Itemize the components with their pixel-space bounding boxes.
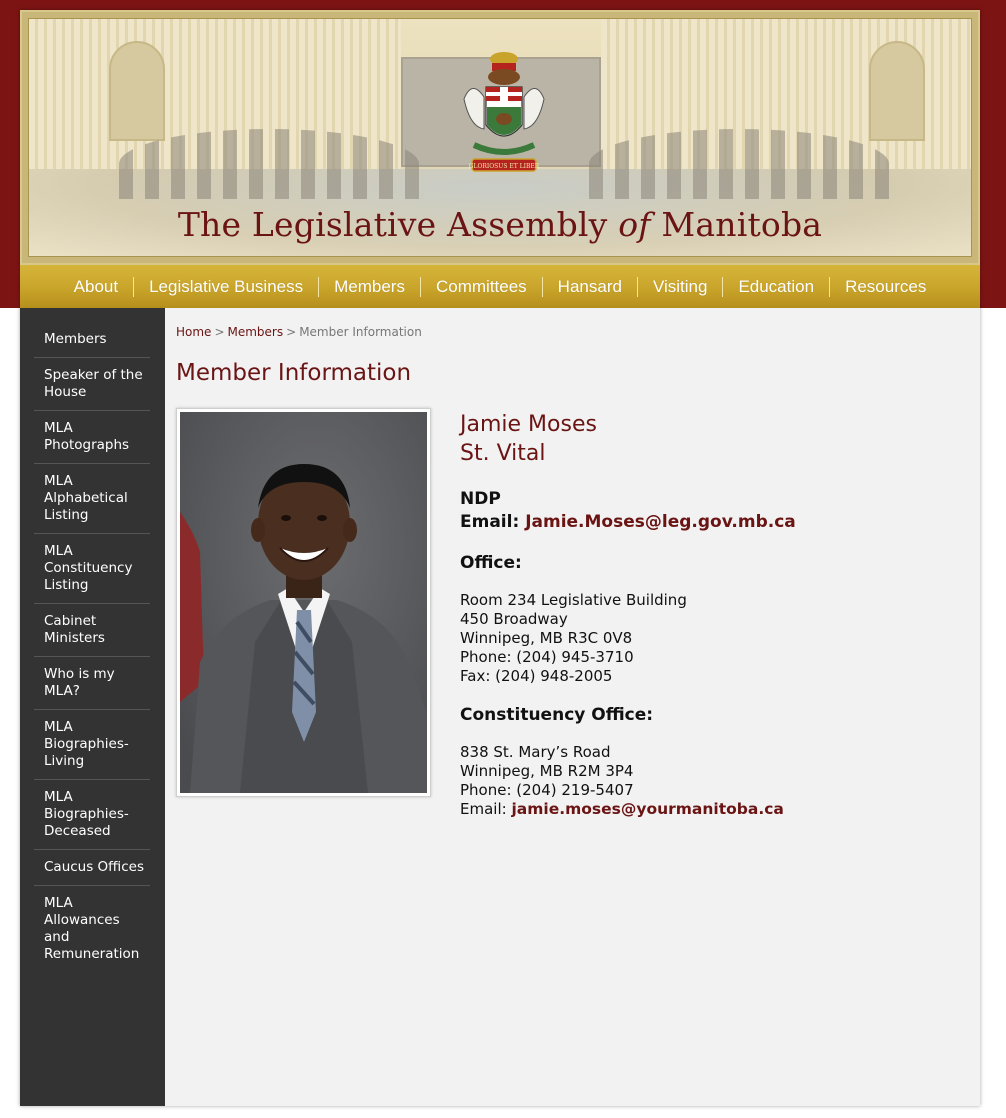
sidebar-item-members[interactable]: Members — [34, 324, 150, 358]
sidebar-item-biographies-living[interactable]: MLA Biographies-Living — [34, 710, 150, 780]
site-title: The Legislative Assembly of Manitoba — [177, 205, 823, 244]
office-address — [460, 591, 960, 686]
desks-right — [589, 129, 889, 199]
svg-text:GLORIOSUS ET LIBER: GLORIOSUS ET LIBER — [468, 163, 540, 170]
breadcrumb-members[interactable]: Members — [227, 325, 284, 339]
office-fax: Fax: (204) 948-2005 — [460, 667, 613, 685]
nav-legislative-business[interactable]: Legislative Business — [134, 277, 319, 297]
sidebar-menu — [20, 308, 150, 972]
breadcrumb-current: Member Information — [299, 325, 422, 339]
member-photo-frame — [176, 408, 431, 797]
member-email-link[interactable]: Jamie.Moses@leg.gov.mb.ca — [525, 512, 796, 532]
member-info — [460, 410, 960, 819]
nav-committees[interactable]: Committees — [421, 277, 543, 297]
sidebar — [20, 308, 165, 1106]
constituency-line: Winnipeg, MB R2M 3P4 — [460, 762, 634, 780]
main-nav — [20, 265, 980, 308]
page-title: Member Information — [176, 360, 412, 386]
sidebar-item-alphabetical-listing[interactable]: MLA Alphabetical Listing — [34, 464, 150, 534]
sidebar-item-biographies-deceased[interactable]: MLA Biographies-Deceased — [34, 780, 150, 850]
door-arch-left — [109, 41, 165, 141]
member-portrait — [180, 412, 427, 793]
site-banner[interactable] — [20, 10, 980, 265]
constituency-email-label: Email: — [460, 800, 512, 818]
nav-about[interactable]: About — [59, 277, 134, 297]
nav-members[interactable]: Members — [319, 277, 421, 297]
sidebar-item-caucus-offices[interactable]: Caucus Offices — [34, 850, 150, 886]
nav-education[interactable]: Education — [723, 277, 830, 297]
member-constituency: St. Vital — [460, 441, 546, 466]
nav-hansard[interactable]: Hansard — [543, 277, 638, 297]
constituency-email-row — [460, 800, 960, 819]
sidebar-item-constituency-listing[interactable]: MLA Constituency Listing — [34, 534, 150, 604]
constituency-phone: Phone: (204) 219-5407 — [460, 781, 634, 799]
email-label: Email: — [460, 512, 520, 532]
office-line: Winnipeg, MB R3C 0V8 — [460, 629, 633, 647]
office-line: Room 234 Legislative Building — [460, 591, 687, 609]
constituency-email-link[interactable]: jamie.moses@yourmanitoba.ca — [511, 800, 784, 818]
door-arch-right — [869, 41, 925, 141]
page-container — [20, 10, 980, 1106]
breadcrumb-separator: > — [286, 325, 297, 339]
sidebar-item-speaker[interactable]: Speaker of the House — [34, 358, 150, 411]
chamber-photo — [28, 18, 972, 257]
member-party: NDP — [460, 489, 501, 509]
breadcrumb — [176, 325, 422, 339]
sidebar-item-mla-photographs[interactable]: MLA Photographs — [34, 411, 150, 464]
sidebar-item-cabinet-ministers[interactable]: Cabinet Ministers — [34, 604, 150, 657]
breadcrumb-separator: > — [214, 325, 225, 339]
office-line: 450 Broadway — [460, 610, 568, 628]
member-name: Jamie Moses — [460, 412, 597, 437]
constituency-office-address — [460, 743, 960, 819]
office-heading: Office: — [460, 553, 522, 573]
coat-of-arms-icon — [454, 49, 554, 177]
office-phone: Phone: (204) 945-3710 — [460, 648, 634, 666]
main-content — [165, 308, 980, 1106]
nav-visiting[interactable]: Visiting — [638, 277, 724, 297]
desks-left — [119, 129, 419, 199]
sidebar-item-allowances[interactable]: MLA Allowances and Remuneration — [44, 895, 140, 962]
member-email-row — [460, 511, 960, 534]
nav-resources[interactable]: Resources — [845, 276, 927, 296]
constituency-office-heading: Constituency Office: — [460, 705, 654, 725]
breadcrumb-home[interactable]: Home — [176, 325, 212, 339]
sidebar-item-who-is-my-mla[interactable]: Who is my MLA? — [34, 657, 150, 710]
constituency-line: 838 St. Mary’s Road — [460, 743, 611, 761]
